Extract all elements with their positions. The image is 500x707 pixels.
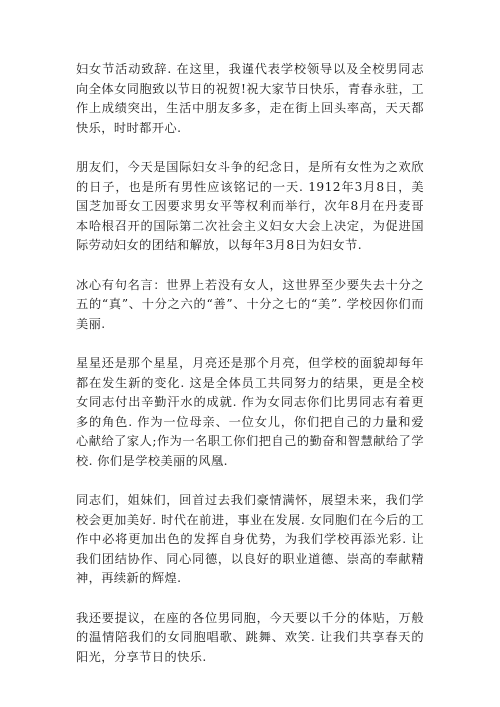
paragraph-opening: 妇女节活动致辞. 在这里，我谨代表学校领导以及全校男同志向全体女同胞致以节日的祝贺!祝大家节日快乐，青春永驻，工作上成绩突出，生活中朋友多多，走在街上回头率高，天天都快乐，时时都开心.	[76, 62, 424, 135]
paragraph-roles: 星星还是那个星星，月亮还是那个月亮，但学校的面貌却每年都在发生新的变化. 这是全体员工共同努力的结果，更是全校女同志付出辛勤汗水的成就. 作为女同志你们比男同志有着更多的角色. 作为一位母亲、一位女儿，你们把自己的力量和爱心献给了家人;作为一名职工你们把自己的勤奋和智慧献给了学校. 你们是学校美丽的风凰.	[76, 356, 424, 468]
paragraph-quote: 冰心有句名言：世界上若没有女人，这世界至少要失去十分之五的“真”、十分之六的“善”、十分之七的“美”. 学校因你们而美丽.	[76, 277, 424, 331]
document-body	[76, 60, 424, 687]
paragraph-history: 朋友们，今天是国际妇女斗争的纪念日，是所有女性为之欢欣的日子，也是所有男性应该铭记的一天. 1912年3月8日，美国芝加哥女工因要求男女平等权利而举行，次年8月在丹麦哥本哈根召开的国际第二次社会主义妇女大会上决定，为促进国际劳动妇女的团结和解放，以每年3月8日为妇女节.	[76, 160, 424, 252]
paragraph-future: 同志们，姐妹们，回首过去我们豪情满怀，展望未来，我们学校会更加美好. 时代在前进，事业在发展. 女同胞们在今后的工作中必将更加出色的发挥自身优势，为我们学校再添光彩. 让我们团结协作、同心同德，以良好的职业道德、崇高的奉献精神，再续新的辉煌.	[76, 493, 424, 585]
paragraph-closing: 我还要提议，在座的各位男同胞，今天要以千分的体贴，万般的温情陪我们的女同胞唱歌、跳舞、欢笑. 让我们共享春天的阳光，分享节日的快乐.	[76, 610, 424, 664]
